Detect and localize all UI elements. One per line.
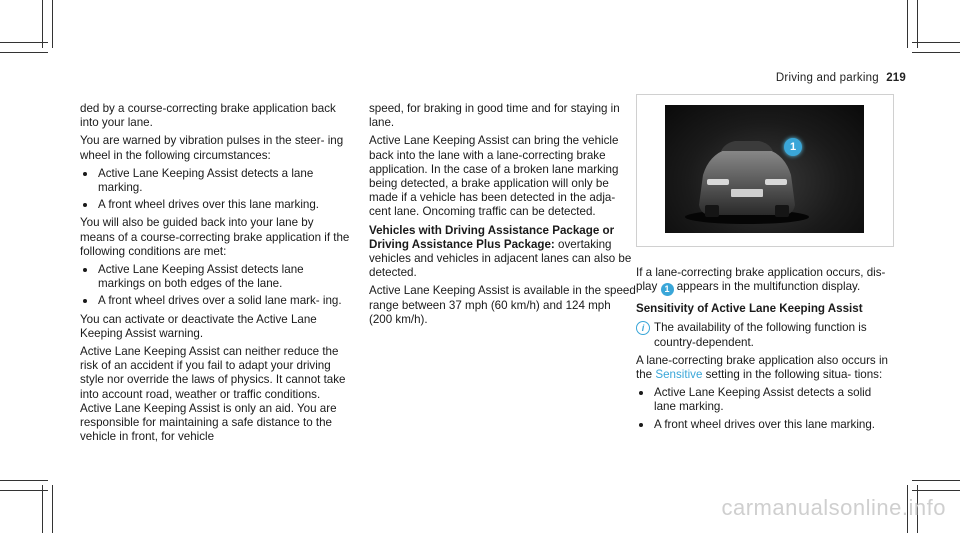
info-icon: i	[636, 321, 650, 335]
paragraph: Active Lane Keeping Assist can bring the vehicle back into the lane with a lane-correcting brake application. In the case of a broken lane marking being detected, a brake application will only be made if a vehicle has been detected in the adja- cent lane. Oncoming traffic can be detected.	[369, 134, 619, 219]
paragraph: Active Lane Keeping Assist is available in the speed range between 37 mph (60 km/h) and 124 mph (200 km/h).	[369, 284, 636, 326]
page-header	[776, 72, 906, 84]
paragraph: Active Lane Keeping Assist can neither reduce the risk of an accident if you fail to adapt your driving style nor override the laws of physics. It cannot take into account road, weather or traffic conditions. Active Lane Keeping Assist is only an aid. You are responsible for maintaining a safe distance to the vehicle in front, for vehicle	[80, 345, 346, 444]
section-title: Driving and parking	[775, 72, 879, 84]
crop-mark	[917, 0, 918, 48]
list-item: A front wheel drives over a solid lane mark- ing.	[80, 294, 350, 308]
info-note: i The availability of the following function is country-dependent.	[636, 321, 892, 349]
bullet-list	[636, 386, 892, 432]
column-right	[636, 266, 892, 436]
paragraph: Vehicles with Driving Assistance Package or Driving Assistance Plus Package: overtaking vehicles and vehicles in adjacent lanes can also be detected.	[369, 223, 632, 280]
paragraph: If a lane-correcting brake application occurs, dis- play 1 appears in the multifunction display.	[636, 266, 886, 295]
crop-mark	[52, 485, 53, 533]
paragraph: ded by a course-correcting brake application back into your lane.	[80, 102, 336, 130]
crop-mark	[912, 42, 960, 43]
bullet-icon	[639, 391, 643, 395]
crop-mark	[42, 485, 43, 533]
list-item: A front wheel drives over this lane marking.	[636, 418, 892, 432]
bullet-list	[80, 263, 350, 309]
paragraph: You can activate or deactivate the Active Lane Keeping Assist warning.	[80, 312, 317, 340]
crop-mark	[0, 480, 48, 481]
car-rear-icon	[665, 105, 864, 233]
sensitive-setting-link: Sensitive	[655, 368, 703, 382]
paragraph: speed, for braking in good time and for staying in lane.	[369, 102, 620, 130]
bullet-icon	[83, 268, 87, 272]
section-heading: Sensitivity of Active Lane Keeping Assist	[636, 302, 863, 316]
crop-mark	[912, 480, 960, 481]
bullet-list	[80, 167, 350, 213]
crop-mark	[0, 490, 48, 491]
vehicle-illustration	[636, 94, 894, 247]
bullet-icon	[83, 203, 87, 207]
bullet-icon	[83, 172, 87, 176]
paragraph: You will also be guided back into your lane by means of a course-correcting brake application if the following conditions are met:	[80, 216, 350, 258]
paragraph: You are warned by vibration pulses in the steer- ing wheel in the following circumstances:	[80, 134, 344, 162]
crop-mark	[0, 42, 48, 43]
callout-badge: 1	[661, 283, 674, 296]
car-rear-view-image	[665, 105, 864, 233]
bullet-icon	[83, 299, 87, 303]
crop-mark	[912, 52, 960, 53]
bullet-icon	[639, 423, 643, 427]
list-item: A front wheel drives over this lane marking.	[80, 198, 350, 212]
crop-mark	[912, 490, 960, 491]
page-number: 219	[886, 72, 906, 84]
inline-heading: Vehicles with Driving Assistance Package or Driving Assistance Plus Package:	[369, 223, 615, 251]
crop-mark	[907, 0, 908, 48]
watermark: carmanualsonline.info	[721, 495, 946, 520]
paragraph: A lane-correcting brake application also occurs in the Sensitive setting in the following situa- tions:	[636, 353, 888, 382]
crop-mark	[52, 0, 53, 48]
callout-badge: 1	[784, 138, 802, 156]
list-item: Active Lane Keeping Assist detects a lane marking.	[80, 167, 350, 195]
list-item: Active Lane Keeping Assist detects a solid lane marking.	[636, 386, 892, 414]
list-item: Active Lane Keeping Assist detects lane markings on both edges of the lane.	[80, 263, 350, 291]
crop-mark	[0, 52, 48, 53]
column-left	[80, 102, 350, 448]
column-middle	[369, 102, 637, 331]
crop-mark	[42, 0, 43, 48]
